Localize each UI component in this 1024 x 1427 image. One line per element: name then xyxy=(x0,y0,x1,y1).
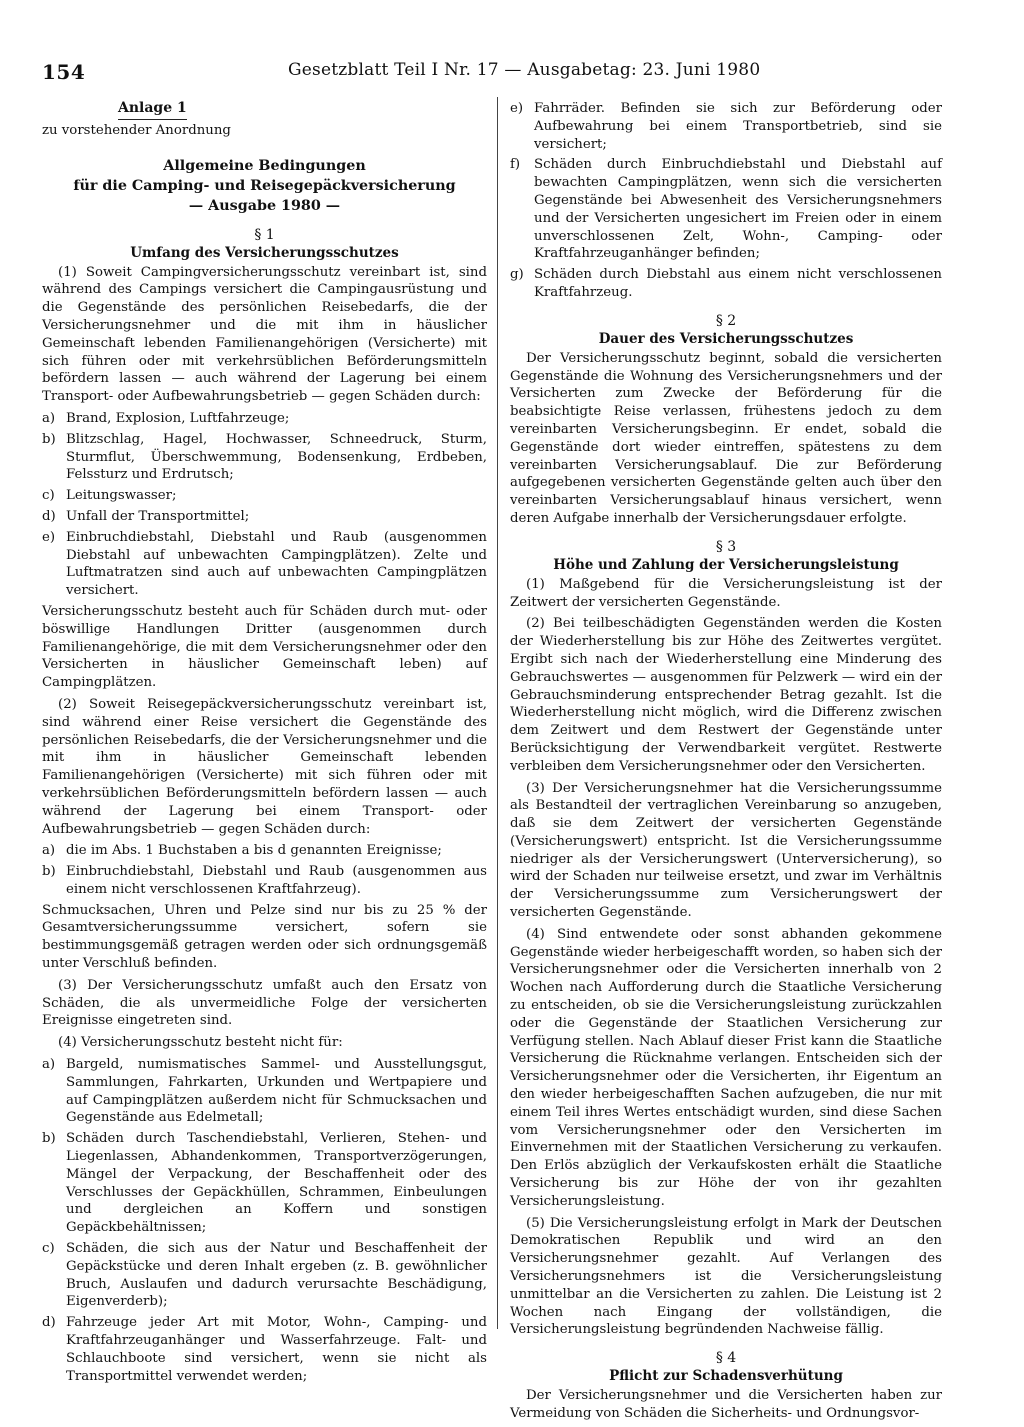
section-4-title: Pflicht zur Schadensverhütung xyxy=(609,1368,843,1385)
annex-label: Anlage 1 xyxy=(118,100,187,120)
list-item: f) Schäden durch Einbruchdiebstahl und Diebstahl auf bewachten Campingplätzen, wenn sich die versicherten Gegenstände bei Abwesenheit des Versicherungsnehmers und der Versicherten ungesichert im Freien oder in einem unverschlossenen Zelt, Wohn-, Camping- oder Kraftfahrzeuganhänger befinden; xyxy=(510,157,942,262)
section-3-number: § 3 xyxy=(715,538,737,555)
list-item: c) Leitungswasser; xyxy=(42,488,177,504)
list-item: e) Einbruchdiebstahl, Diebstahl und Raub (ausgenommen Diebstahl auf unbewachten Campingplätzen). Zelte und Luftmatratzen sind auch auf unbewachten Campingplätzen versichert. xyxy=(42,529,487,599)
s1-paragraph-2-tail: Schmucksachen, Uhren und Pelze sind nur bis zu 25 % der Gesamtversicherungssumme versichert, sofern sie bestimmungsgemäß getragen werden oder sich ordnungsgemäß unter Verschluß befinden. xyxy=(42,902,487,972)
right-column xyxy=(510,100,942,1427)
section-2-number: § 2 xyxy=(715,312,737,329)
list-item: a) die im Abs. 1 Buchstaben a bis d genannten Ereignisse; xyxy=(42,843,442,859)
column-divider xyxy=(497,97,498,1329)
annex-subtitle: zu vorstehender Anordnung xyxy=(42,122,231,138)
section-1-number: § 1 xyxy=(254,226,275,243)
s1-paragraph-1: (1) Soweit Campingversicherungsschutz vereinbart ist, sind während des Campings versichert die Campingausrüstung und die Gegenstände des persönlichen Reisebedarfs, die der Versicherungsnehmer und die mit ihm in häuslicher Gemeinschaft lebenden Familienangehörigen (Versicherte) mit sich führen oder mit verkehrsüblichen Beförderungsmitteln befördern lassen — auch während der Lagerung bei einem Transport- oder Aufbewahrungsbetrieb — gegen Schäden durch: xyxy=(42,264,487,405)
list-item: b) Einbruchdiebstahl, Diebstahl und Raub (ausgenommen aus einem nicht verschlossenen Kraftfahrzeug). xyxy=(42,864,487,897)
list-item: b) Schäden durch Taschendiebstahl, Verlieren, Stehen- und Liegenlassen, Abhandenkommen, Transportverzögerungen, Mängel der Verpackung, der Beschaffenheit oder des Verschlusses der Gepäckhüllen, Schrammen, Einbeulungen und dergleichen an Koffern und sonstigen Gepäckbehältnissen; xyxy=(42,1131,487,1236)
list-item: g) Schäden durch Diebstahl aus einem nicht verschlossenen Kraftfahrzeug. xyxy=(510,267,942,300)
section-3-title: Höhe und Zahlung der Versicherungsleistung xyxy=(553,556,899,573)
list-item: e) Fahrräder. Befinden sie sich zur Beförderung oder Aufbewahrung bei einem Transportbetrieb, sind sie versichert; xyxy=(510,101,942,152)
list-item: b) Blitzschlag, Hagel, Hochwasser, Schneedruck, Sturm, Sturmflut, Überschwemmung, Bodensenkung, Erdbeben, Felssturz und Erdrutsch; xyxy=(42,431,487,483)
s4-paragraph: Der Versicherungsnehmer und die Versicherten haben zur Vermeidung von Schäden die Sicherheits- und Ordnungsvor- xyxy=(510,1388,942,1421)
section-2-title: Dauer des Versicherungsschutzes xyxy=(598,330,854,347)
list-item: a) Bargeld, numismatisches Sammel- und Ausstellungsgut, Sammlungen, Fahrkarten, Urkunden und Wertpapiere und auf Campingplätzen außerdem nicht für Schmucksachen und Gegenstände aus Edelmetall; xyxy=(42,1057,487,1126)
s3-paragraph-5: (5) Die Versicherungsleistung erfolgt in Mark der Deutschen Demokratischen Republik und wird an den Versicherungsnehmer gezahlt. Auf Verlangen des Versicherungsnehmers ist die Versicherungsleistung unmittelbar an die Versicherten zu zahlen. Die Leistung ist 2 Wochen nach Eingang der vollständigen, die Versicherungsleistung begründenden Nachweise fällig. xyxy=(510,1215,942,1338)
s3-paragraph-3: (3) Der Versicherungsnehmer hat die Versicherungssumme als Bestandteil der vertraglichen Vereinbarung so anzugeben, daß sie dem Zeitwert der versicherten Gegenstände (Versicherungswert) entspricht. Ist die Versicherungssumme niedriger als der Versicherungswert (Unterversicherung), so wird der Schaden nur teilweise ersetzt, und zwar im Verhältnis der Versicherungssumme zum Versicherungswert der versicherten Gegenstände. xyxy=(510,780,942,921)
page-header xyxy=(0,0,1024,95)
list-item: d) Unfall der Transportmittel; xyxy=(42,508,250,524)
list-item: c) Schäden, die sich aus der Natur und Beschaffenheit der Gepäckstücke und deren Inhalt ergeben (z. B. gewöhnlicher Bruch, Auslaufen und dadurch verursachte Beschädigung, Eigenverderb); xyxy=(42,1241,487,1310)
s3-paragraph-4: (4) Sind entwendete oder sonst abhanden gekommene Gegenstände wieder herbeigeschafft worden, so haben sich der Versicherungsnehmer oder die Versicherten innerhalb von 2 Wochen nach Aufforderung durch die Staatliche Versicherung zu entscheiden, ob sie die Versicherungsleistung zurückzahlen oder die Gegenstände der Staatlichen Versicherung zur Verfügung stellen. Nach Ablauf dieser Frist kann die Staatliche Versicherung die Rücknahme verlangen. Entscheiden sich der Versicherungsnehmer oder die Versicherten, ihr Eigentum an den wieder herbeigeschafften Sachen aufzugeben, die nur mit einem Teil ihres Wertes entschädigt wurden, sind diese Sachen vom Versicherungsnehmer oder den Versicherten im Einvernehmen mit der Staatlichen Versicherung zu verkaufen. Den Erlös abzüglich der Verkaufskosten erhält die Staatliche Versicherung bis zur Höhe der von ihr gezahlten Versicherungsleistung. xyxy=(510,926,942,1209)
s3-paragraph-2: (2) Bei teilbeschädigten Gegenständen werden die Kosten der Wiederherstellung bis zur Höhe des Zeitwertes vergütet. Ergibt sich nach der Wiederherstellung eine Minderung des Gebrauchswertes — ausgenommen für Pelzwerk — wird ein der Gebrauchsminderung entsprechender Betrag gezahlt. Ist die Wiederherstellung nicht möglich, wird die Differenz zwischen dem Zeitwert und dem Restwert der Gegenstände unter Berücksichtigung der Verwendbarkeit vergütet. Restwerte verbleiben dem Versicherungsnehmer oder den Versicherten. xyxy=(510,616,942,774)
left-column xyxy=(42,100,487,1388)
list-item: d) Fahrzeuge jeder Art mit Motor, Wohn-, Camping- und Kraftfahrzeuganhänger und Wasserfahrzeuge. Falt- und Schlauchboote sind versichert, wenn sie nicht als Transportmittel verwendet werden; xyxy=(42,1315,487,1384)
section-4-number: § 4 xyxy=(715,1350,737,1367)
s1-paragraph-4: (4) Versicherungsschutz besteht nicht für: xyxy=(58,1035,343,1051)
gazette-title: Gesetzblatt Teil I Nr. 17 — Ausgabetag: 23. Juni 1980 xyxy=(288,60,761,80)
title-line-3: — Ausgabe 1980 — xyxy=(188,197,341,214)
title-line-1: Allgemeine Bedingungen xyxy=(163,157,366,174)
s1-paragraph-1-tail: Versicherungsschutz besteht auch für Schäden durch mut- oder böswillige Handlungen Dritter (ausgenommen durch Familienangehörige, die mit dem Versicherungsnehmer oder den Versicherten in häuslicher Gemeinschaft leben) auf Campingplätzen. xyxy=(42,603,487,691)
section-1-title: Umfang des Versicherungsschutzes xyxy=(130,244,399,261)
s2-paragraph: Der Versicherungsschutz beginnt, sobald die versicherten Gegenstände die Wohnung des Versicherungsnehmers und der Versicherten zum Zwecke der Beförderung für die beabsichtigte Reise verlassen, frühestens jedoch zu dem vereinbarten Versicherungsbeginn. Er endet, sobald die Gegenstände dort wieder eintreffen, spätestens zu dem vereinbarten Versicherungsablauf. Die zur Beförderung aufgegebenen versicherten Gegenstände gelten auch über den vereinbarten Versicherungsablauf hinaus versichert, wenn deren Aufgabe innerhalb der Versicherungsdauer erfolgte. xyxy=(510,350,942,526)
document-title xyxy=(42,156,487,216)
s1-paragraph-2: (2) Soweit Reisegepäckversicherungsschutz vereinbart ist, sind während einer Reise versichert die Gegenstände des persönlichen Reisebedarfs, die der Versicherungsnehmer und die mit ihm in häuslicher Gemeinschaft lebenden Familienangehörigen (Versicherte) mit sich führen oder mit verkehrsüblichen Beförderungsmitteln befördern lassen — auch während der Lagerung bei einem Transport- oder Aufbewahrungsbetrieb — gegen Schäden durch: xyxy=(42,696,487,837)
title-line-2: für die Camping- und Reisegepäckversicherung xyxy=(73,177,456,194)
list-item: a) Brand, Explosion, Luftfahrzeuge; xyxy=(42,410,290,426)
s3-paragraph-1: (1) Maßgebend für die Versicherungsleistung ist der Zeitwert der versicherten Gegenstände. xyxy=(510,576,942,610)
page-number: 154 xyxy=(42,60,86,84)
s1-paragraph-3: (3) Der Versicherungsschutz umfaßt auch den Ersatz von Schäden, die als unvermeidliche Folge der versicherten Ereignisse eingetreten sind. xyxy=(42,977,487,1029)
